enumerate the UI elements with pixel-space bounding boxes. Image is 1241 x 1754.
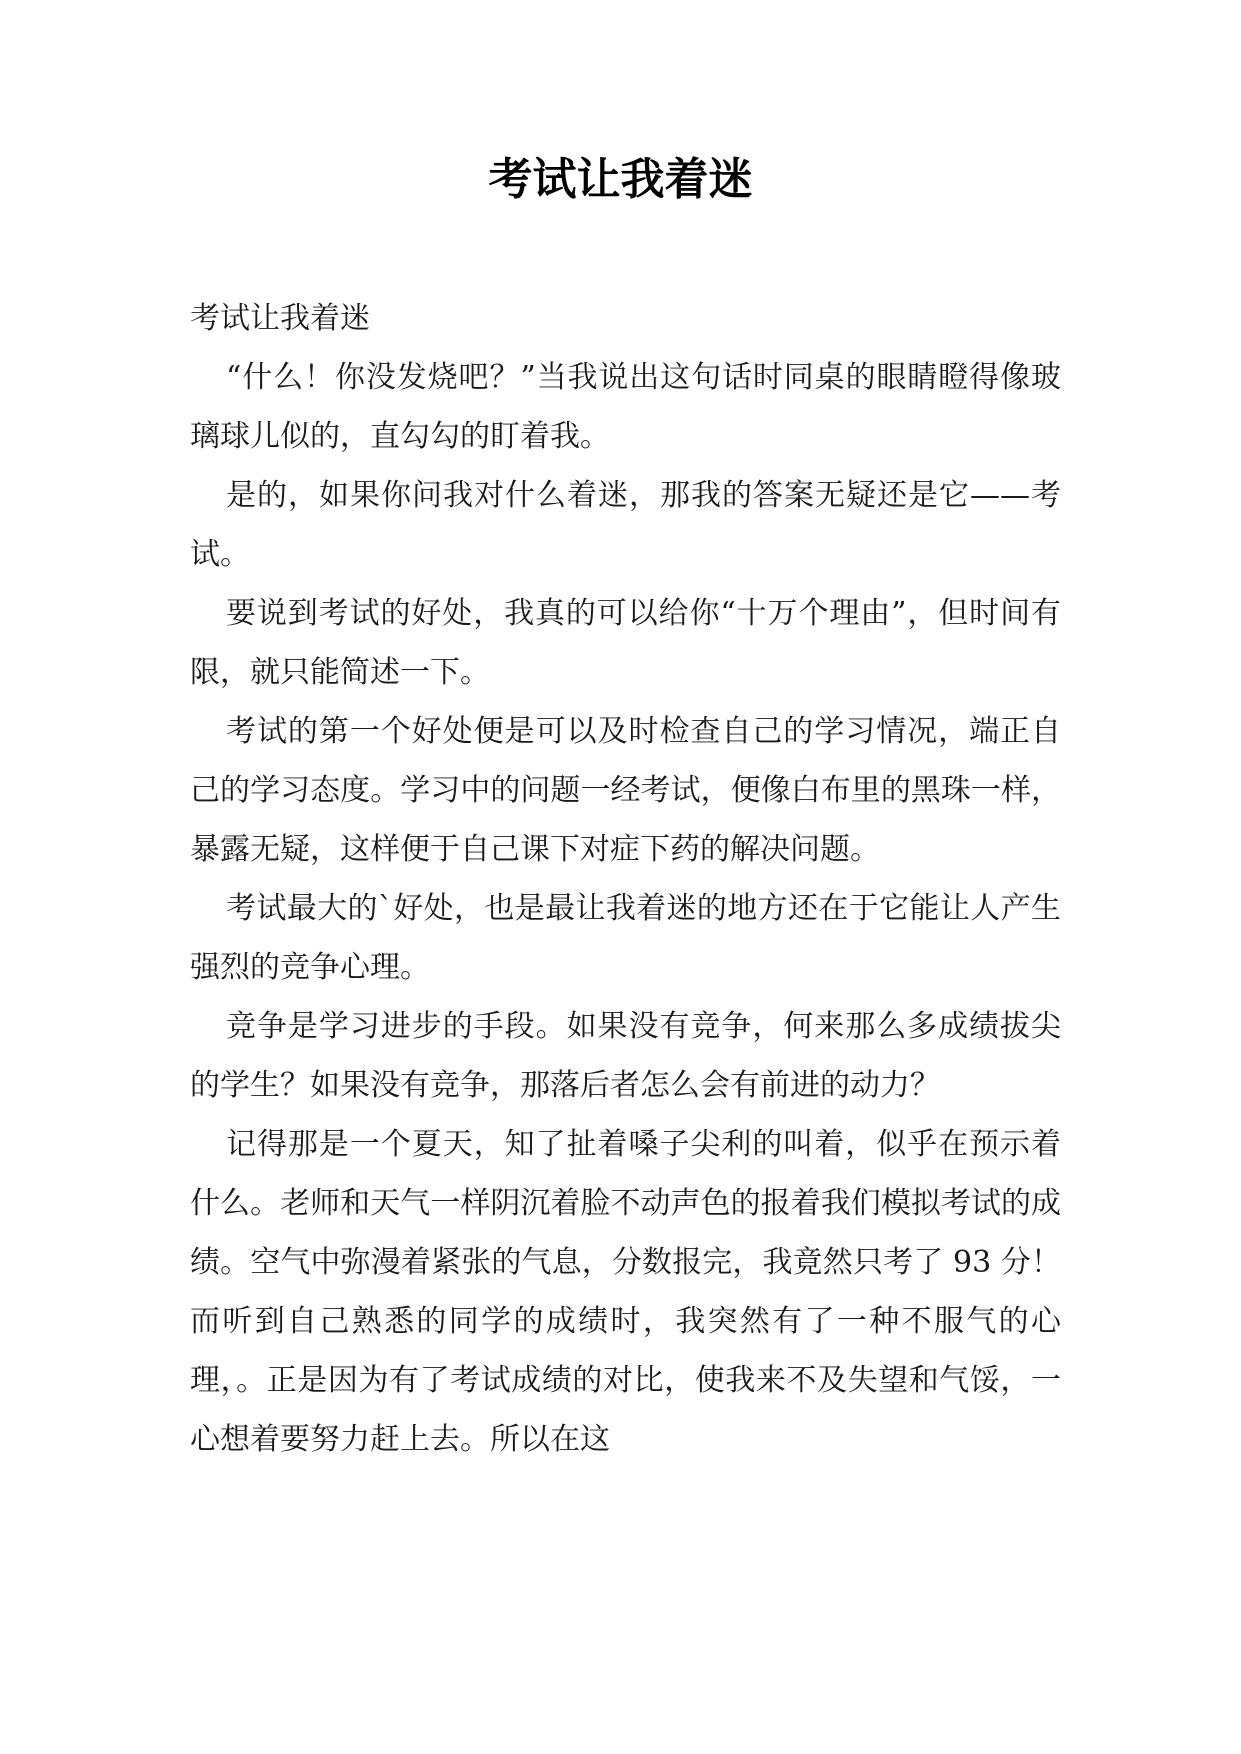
- document-title: 考试让我着迷: [488, 154, 753, 205]
- paragraph-6: 竞争是学习进步的手段。如果没有竞争，何来那么多成绩拔尖的学生？如果没有竞争，那落后者怎么会有前进的动力？: [190, 1009, 1061, 1103]
- paragraph-2: 是的，如果你问我对什么着迷，那我的答案无疑还是它——考试。: [190, 478, 1061, 572]
- paragraph-1: “什么！你没发烧吧？”当我说出这句话时同桌的眼睛瞪得像玻璃球儿似的，直勾勾的盯着我。: [190, 360, 1061, 454]
- body-heading: 考试让我着迷: [190, 301, 370, 336]
- paragraph-5: 考试最大的`好处，也是最让我着迷的地方还在于它能让人产生强烈的竞争心理。: [190, 891, 1061, 985]
- document-body: [190, 289, 1061, 1469]
- paragraph-7: 记得那是一个夏天，知了扯着嗓子尖利的叫着，似乎在预示着什么。老师和天气一样阴沉着脸不动声色的报着我们模拟考试的成绩。空气中弥漫着紧张的气息，分数报完，我竟然只考了 93 分！而听到自己熟悉的同学的成绩时，我突然有了一种不服气的心理，。正是因为有了考试成绩的对比，使我来不及失望和气馁，一心想着要努力赶上去。所以在这: [190, 1127, 1061, 1457]
- paragraph-4: 考试的第一个好处便是可以及时检查自己的学习情况，端正自己的学习态度。学习中的问题一经考试，便像白布里的黑珠一样，暴露无疑，这样便于自己课下对症下药的解决问题。: [190, 714, 1061, 867]
- paragraph-3: 要说到考试的好处，我真的可以给你“十万个理由”，但时间有限，就只能简述一下。: [190, 596, 1061, 690]
